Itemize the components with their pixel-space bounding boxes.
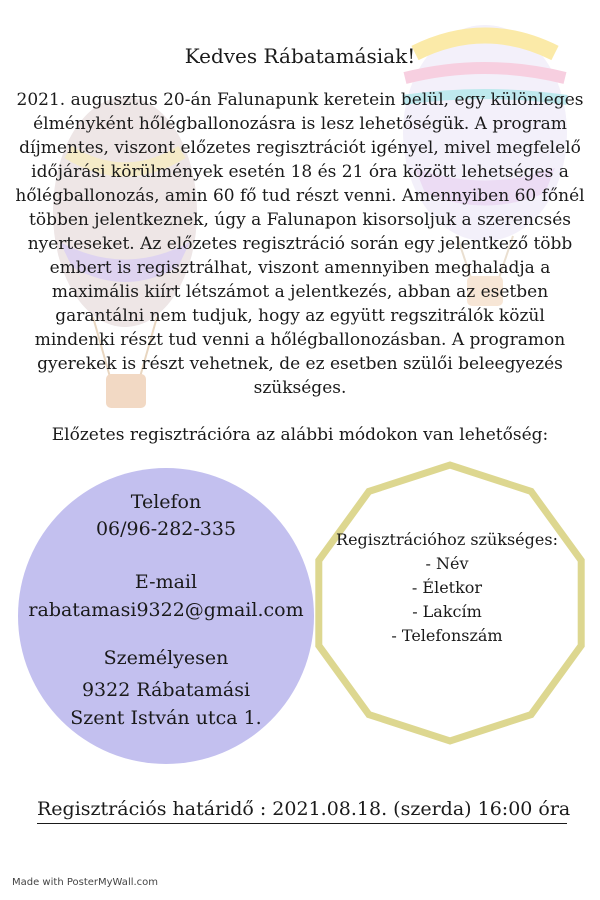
phone-label: Telefon: [130, 491, 202, 513]
announcement-line: maximális kiírt létszámot a jelentkezés, abban az esetben: [51, 282, 549, 302]
announcement-line: hőlégballonozás, amin 60 fő tud részt venni. Amennyiben 60 főnél: [15, 186, 585, 206]
announcement-line: embert is regisztrálhat, viszont amennyiben meghaladja a: [49, 258, 551, 278]
email-label: E-mail: [134, 571, 198, 593]
announcement-line: mindenki részt tud venni a hőlégballonozásban. A programon: [34, 330, 566, 350]
announcement-line: gyerekek is részt vehetnek, de ez esetben szülői beleegyezés: [37, 354, 563, 374]
announcement-line: időjárási körülmények esetén 18 és 21 óra között lehetséges a: [31, 162, 569, 182]
requirement-item: - Életkor: [411, 578, 483, 597]
phone-number: 06/96-282-335: [95, 518, 237, 540]
announcement-line: 2021. augusztus 20-án Falunapunk keretein belül, egy különleges: [16, 90, 584, 110]
in-person-label: Személyesen: [103, 647, 229, 669]
announcement-line: garantálni nem tudjuk, hogy az együtt regszitrálók közül: [55, 306, 545, 326]
poster-credit: Made with PosterMyWall.com: [12, 877, 159, 888]
announcement-text: [10, 88, 590, 400]
email-address: rabatamasi9322@gmail.com: [28, 599, 304, 621]
address-line-2: Szent István utca 1.: [70, 707, 262, 729]
page-title: Kedves Rábatamásiak!: [184, 44, 416, 68]
announcement-line: többen jelentkeznek, úgy a Falunapon kisorsoljuk a szerencsés: [29, 210, 571, 230]
announcement-line: szükséges.: [253, 378, 347, 398]
requirement-item: - Lakcím: [412, 602, 482, 621]
requirement-item: - Telefonszám: [391, 626, 503, 645]
address-line-1: 9322 Rábatamási: [81, 679, 251, 701]
registration-subtitle: Előzetes regisztrációra az alábbi módokon van lehetőség:: [51, 425, 549, 445]
requirements-heading: Regisztrációhoz szükséges:: [336, 530, 558, 549]
announcement-line: díjmentes, viszont előzetes regisztrációt igényel, mivel megfelelő: [19, 138, 581, 158]
registration-deadline: Regisztrációs határidő : 2021.08.18. (szerda) 16:00 óra: [37, 798, 567, 824]
requirements-list: [318, 528, 576, 648]
requirement-item: - Név: [425, 554, 469, 573]
announcement-line: nyerteseket. Az előzetes regisztráció során egy jelentkező több: [27, 234, 573, 254]
announcement-line: élményként hőlégballonozásra is lesz lehetőségük. A program: [33, 114, 567, 134]
